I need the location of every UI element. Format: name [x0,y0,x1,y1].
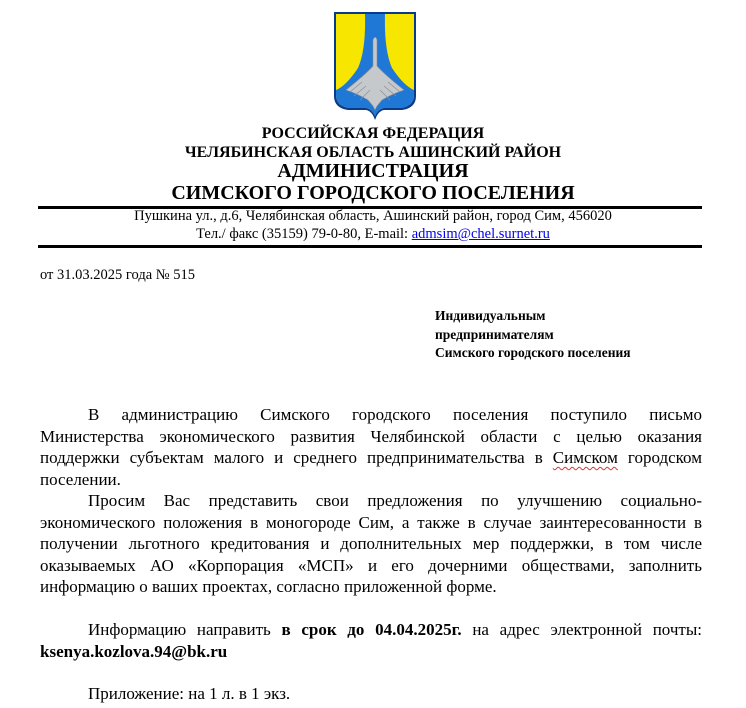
postal-address: Пушкина ул., д.6, Челябинская область, Ашинский район, город Сим, 456020 [134,208,612,224]
addressee-line: Симского городского поселения [435,345,631,360]
addressee-block [435,307,631,363]
header-administration: АДМИНИСТРАЦИЯ [277,160,469,182]
spellcheck-word: Симском [552,448,618,467]
paragraph-deadline [40,619,702,662]
header-settlement: СИМСКОГО ГОРОДСКОГО ПОСЕЛЕНИЯ [171,182,575,204]
paragraph-request [40,490,702,598]
email-link[interactable]: admsim@chel.surnet.ru [411,226,550,242]
addressee-line: Индивидуальным [435,308,546,323]
attachment-note [40,683,702,705]
header-divider-bottom [38,245,702,248]
coat-of-arms-logo [332,10,418,122]
deadline-text: в срок до 04.04.2025г. [281,620,462,639]
contact-email: ksenya.kozlova.94@bk.ru [40,641,228,661]
paragraph-text: на адрес электронной почты: [461,620,702,639]
header-federation: РОССИЙСКАЯ ФЕДЕРАЦИЯ [261,125,485,142]
paragraph-text: В администрацию Симского городского поселения поступило письмо Министерства экономического развития Челябинской области с целью оказания поддержки субъектам малого и среднего предпринимательства в [40,405,702,467]
attachment-text: Приложение: на 1 л. в 1 экз. [88,684,291,703]
paragraph-text: городском поселении. [40,448,702,489]
addressee-line: предпринимателям [435,326,554,342]
phone-fax: Тел./ факс (35159) 79-0-80, E-mail: [196,226,412,242]
document-date-number: от 31.03.2025 года № 515 [40,267,195,283]
paragraph-text: Информацию направить [88,620,282,639]
header-region: ЧЕЛЯБИНСКАЯ ОБЛАСТЬ АШИНСКИЙ РАЙОН [184,144,562,161]
paragraph-intro [40,404,702,490]
contacts-line [0,226,746,243]
paragraph-text: Просим Вас представить свои предложения по улучшению социально-экономического положения в моногороде Сим, а также в случае заинтересованности в получении льготного кредитования и дополнительных мер поддержки, в том числе оказываемых АО «Корпорация «МСП» и его дочерними обществами, заполнить информацию о ваших проектах, согласно приложенной форме. [40,491,702,596]
